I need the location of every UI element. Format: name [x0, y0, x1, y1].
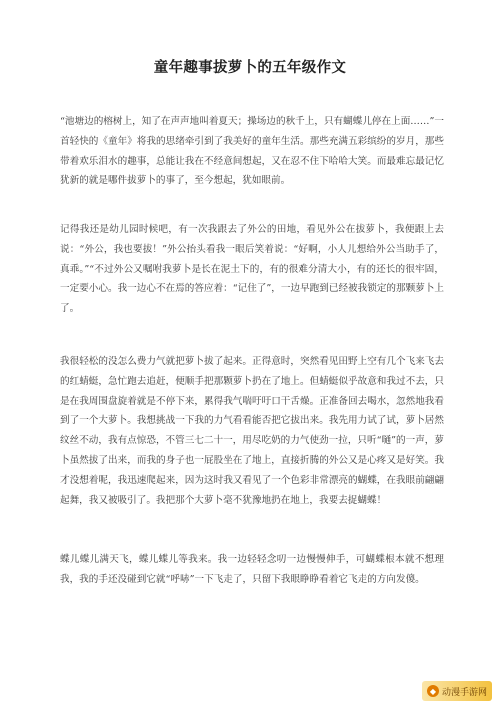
watermark-text: 动漫手游网	[441, 687, 487, 698]
paragraph-3: 我很轻松的没怎么费力气就把萝卜拔了起来。正得意时，突然看见田野上空有几个飞来飞去的红蜻蜓，急忙跑去追赶，便顺手把那颗萝卜扔在了地上。但蜻蜓似乎故意和我过不去，只是在我周围盘旋着就是不停下来，累得我气喘吁吁口干舌燥。正准备回去喝水，忽然地我看到了一个大萝卜。我想挑战一下我的力气看看能否把它拔出来。我先用力试了试，萝卜居然纹丝不动，我有点惊恐，不管三七二十一，用尽吃奶的力气使劲一拉，只听“嗵”的一声，萝卜虽然拔了出来，而我的身子也一屁股坐在了地上，直接折腾的外公又是心疼又是好笑。我才没想着呢，我迅速爬起来，因为这时我又看见了一个色彩非常漂亮的蝴蝶，在我眼前翩翩起舞，我又被吸引了。我把那个大萝卜毫不犹豫地扔在地上，我要去捉蝴蝶！	[60, 356, 444, 506]
page-title: 童年趣事拔萝卜的五年级作文	[153, 59, 347, 76]
game-site-logo-icon: ◆	[427, 685, 439, 697]
site-watermark	[422, 681, 492, 701]
paragraph-4: 蝶儿蝶儿满天飞，蝶儿蝶儿等我来。我一边轻轻念叨一边慢慢伸手，可蝴蝶根本就不想理我，我的手还没碰到它就“呼哧”一下飞走了，只留下我眼睁睁看着它飞走的方向发傻。	[60, 554, 444, 585]
paragraph-2: 记得我还是幼儿园时候吧，有一次我跟去了外公的田地，看见外公在拔萝卜，我便跟上去说：“外公，我也要拔！”外公抬头看我一眼后笑着说：“好啊，小人儿想给外公当助手了，真乖。”“不过外公又嘱咐我萝卜是长在泥土下的，有的很难分清大小，有的还长的很牢固，一定要小心。我一边心不在焉的答应着：“记住了”，一边早跑到已经被我锁定的那颗萝卜上了。	[60, 224, 444, 315]
paragraph-1: “池塘边的榕树上，知了在声声地叫着夏天；操场边的秋千上，只有蝴蝶儿停在上面……”一首轻快的《童年》将我的思绪牵引到了我美好的童年生活。那些充满五彩缤纷的岁月，那些带着欢乐泪水的趣事，总能让我在不经意间想起，又在忍不住下哈哈大笑。而最难忘最记忆犹新的就是哪件拔萝卜的事了，至今想起，犹如眼前。	[60, 116, 444, 187]
